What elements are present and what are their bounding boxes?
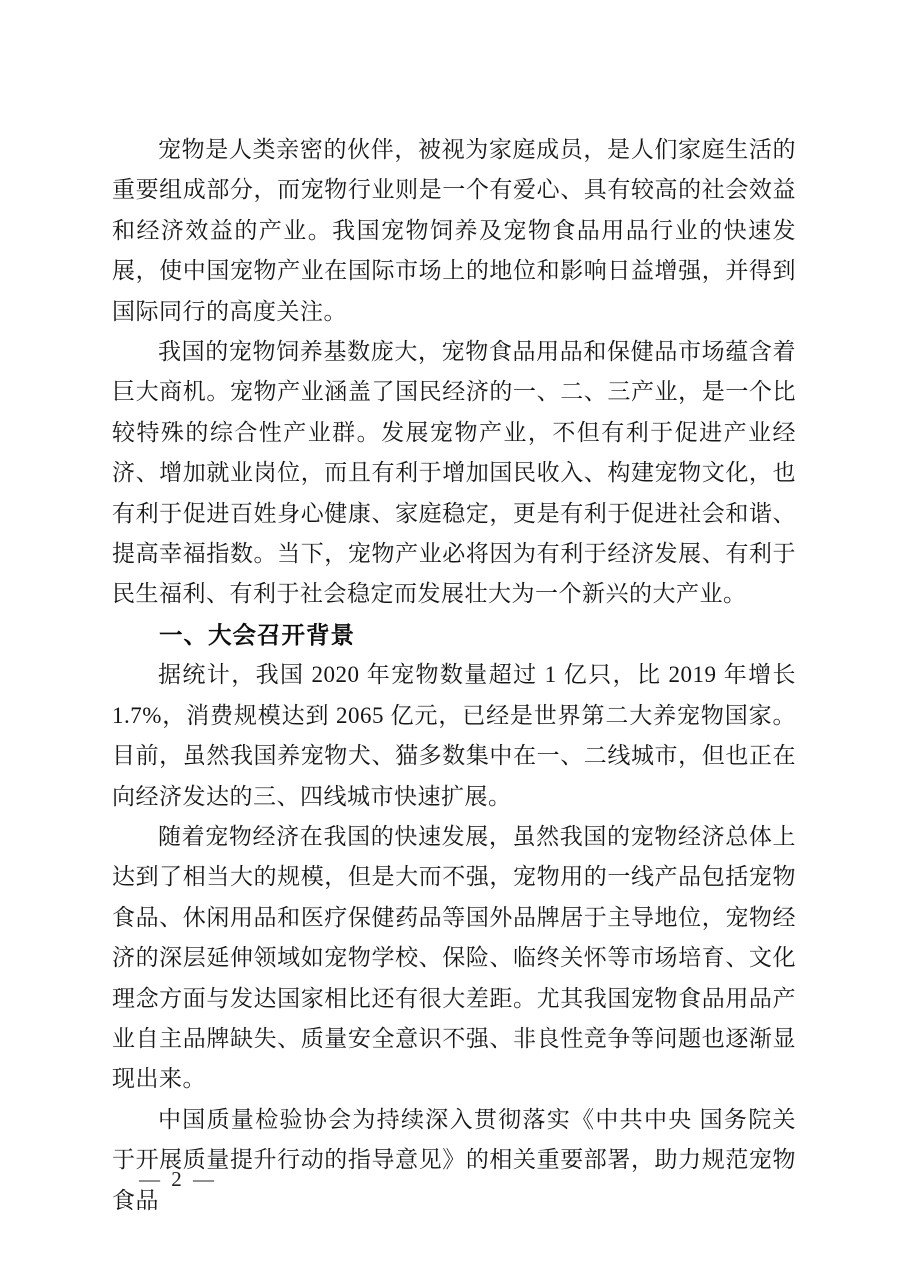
paragraph-market-opportunity: 我国的宠物饲养基数庞大，宠物食品用品和保健品市场蕴含着巨大商机。宠物产业涵盖了国民经济的一、二、三产业，是一个比较特殊的综合性产业群。发展宠物产业，不但有利于促进产业经济、增加就业岗位，而且有利于增加国民收入、构建宠物文化，也有利于促进百姓身心健康、家庭稳定，更是有利于促进社会和谐、提高幸福指数。当下，宠物产业必将因为有利于经济发展、有利于民生福利、有利于社会稳定而发展壮大为一个新兴的大产业。 — [112, 339, 796, 607]
paragraph-intro: 宠物是人类亲密的伙伴，被视为家庭成员，是人们家庭生活的重要组成部分，而宠物行业则是一个有爱心、具有较高的社会效益和经济效益的产业。我国宠物饲养及宠物食品用品行业的快速发展，使中国宠物产业在国际市场上的地位和影响日益增强，并得到国际同行的高度关注。 — [112, 137, 796, 324]
paragraph-industry-gap: 随着宠物经济在我国的快速发展，虽然我国的宠物经济总体上达到了相当大的规模，但是大而不强，宠物用的一线产品包括宠物食品、休闲用品和医疗保健药品等国外品牌居于主导地位，宠物经济的深层延伸领域如宠物学校、保险、临终关怀等市场培育、文化理念方面与发达国家相比还有很大差距。尤其我国宠物食品用品产业自主品牌缺失、质量安全意识不强、非良性竞争等问题也逐渐显现出来。 — [112, 823, 796, 1092]
section-heading-meeting-background: 一、大会召开背景 — [159, 621, 355, 648]
paragraph-association-action: 中国质量检验协会为持续深入贯彻落实《中共中央 国务院关于开展质量提升行动的指导意见》的相关重要部署，助力规范宠物食品 — [112, 1106, 796, 1213]
paragraph-statistics: 据统计，我国 2020 年宠物数量超过 1 亿只，比 2019 年增长 1.7%，消费规模达到 2065 亿元，已经是世界第二大养宠物国家。目前，虽然我国养宠物犬、猫多数集中在一、二线城市，但也正在向经济发达的三、四线城市快速扩展。 — [112, 662, 796, 809]
page-number: — 2 — — [139, 1167, 217, 1191]
document-body — [112, 130, 796, 1221]
